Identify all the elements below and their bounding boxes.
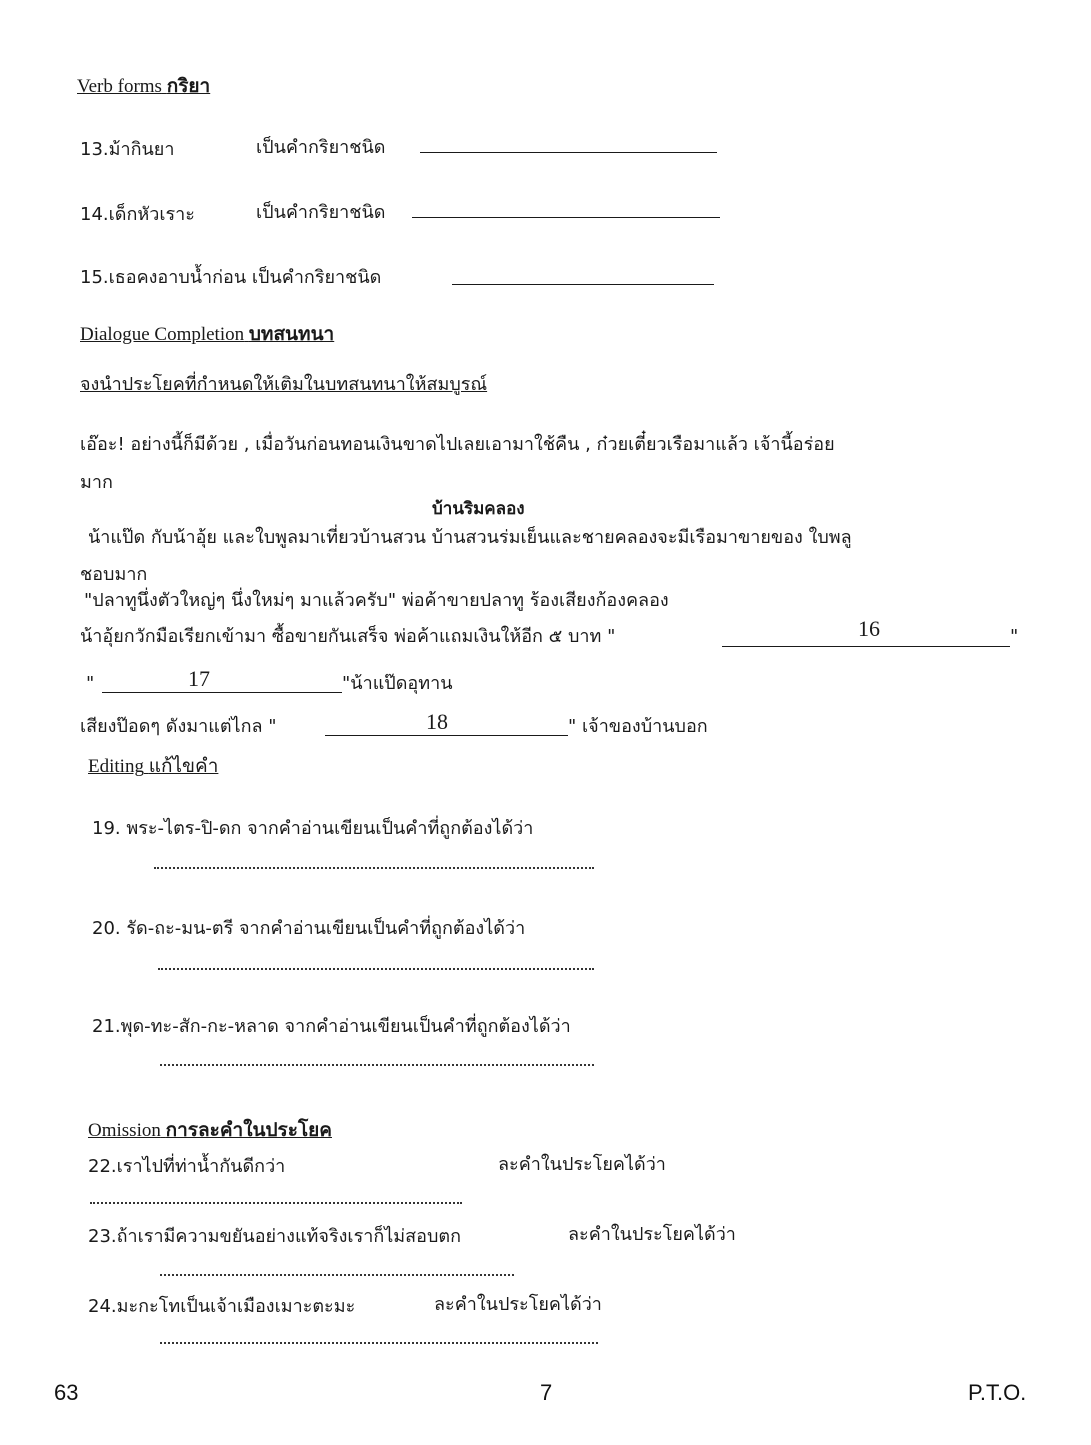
line-18-post: " เจ้าของบ้านบอก	[568, 716, 708, 737]
q14-prompt: เป็นคำกริยาชนิด	[256, 202, 386, 223]
blank-16-line	[722, 646, 1010, 647]
heading-en: Dialogue Completion	[80, 324, 245, 345]
q15-label: 15.เธอคงอาบน้ำก่อน เป็นคำกริยาชนิด	[80, 267, 382, 288]
blank-17-line	[102, 692, 342, 693]
q24-answer-dots	[160, 1342, 598, 1344]
footer-code: 63	[54, 1380, 79, 1405]
q13-label: 13.ม้ากินยา	[80, 139, 175, 160]
quote-close-16: "	[1010, 626, 1019, 647]
q23-answer-dots	[160, 1274, 514, 1276]
q22-prompt: ละคำในประโยคได้ว่า	[498, 1154, 666, 1175]
blank-18-line	[325, 735, 568, 736]
q20-text: 20. รัด-ถะ-มน-ตรี จากคำอ่านเขียนเป็นคำที่ถูกต้องได้ว่า	[92, 918, 526, 939]
q14-answer-line	[412, 217, 720, 218]
q13-answer-line	[420, 152, 717, 153]
q22-answer-dots	[90, 1202, 462, 1204]
section-heading-verb-forms	[77, 76, 210, 99]
q23-label: 23.ถ้าเรามีความขยันอย่างแท้จริงเราก็ไม่สอบตก	[88, 1226, 461, 1247]
section-heading-dialogue	[80, 324, 334, 347]
q19-answer-dots	[154, 867, 594, 869]
para2: "ปลาทูนึ่งตัวใหญ่ๆ นึ่งใหม่ๆ มาแล้วครับ" พ่อค้าขายปลาทู ร้องเสียงก้องคลอง	[84, 590, 669, 611]
blank-18-number: 18	[426, 709, 448, 734]
heading-en: Editing	[88, 756, 144, 777]
section-heading-omission	[88, 1120, 332, 1143]
heading-en: Omission	[88, 1120, 161, 1141]
blank-17-number: 17	[188, 666, 210, 691]
q14-label: 14.เด็กหัวเราะ	[80, 204, 195, 225]
q21-answer-dots	[160, 1064, 594, 1066]
choices-line-2: มาก	[80, 472, 113, 493]
q24-prompt: ละคำในประโยคได้ว่า	[434, 1294, 602, 1315]
dialogue-instruction: จงนำประโยคที่กำหนดให้เติมในบทสนทนาให้สมบูรณ์	[80, 374, 488, 395]
para1-line-1: น้าแป๊ด กับน้าอุ้ย และใบพูลมาเที่ยวบ้านสวน บ้านสวนร่มเย็นและชายคลองจะมีเรือมาขายของ ใบพลู	[88, 527, 852, 548]
blank-16-number: 16	[858, 616, 880, 641]
choices-line-1: เอ๊อะ! อย่างนี้ก็มีด้วย , เมื่อวันก่อนทอนเงินขาดไปเลยเอามาใช้คืน , ก๋วยเตี๋ยวเรือมาแล้ว เจ้านี้อร่อย	[80, 434, 835, 455]
quote-open-17: "	[86, 673, 95, 694]
q23-prompt: ละคำในประโยคได้ว่า	[568, 1224, 736, 1245]
q13-prompt: เป็นคำกริยาชนิด	[256, 137, 386, 158]
q15-answer-line	[452, 284, 714, 285]
line-18-pre: เสียงป๊อดๆ ดังมาแต่ไกล "	[80, 716, 277, 737]
q19-text: 19. พระ-ไตร-ปิ-ดก จากคำอ่านเขียนเป็นคำที่ถูกต้องได้ว่า	[92, 818, 534, 839]
heading-en: Verb forms	[77, 76, 162, 97]
after-17-text: "น้าแป๊ดอุทาน	[342, 673, 453, 694]
story-title: บ้านริมคลอง	[432, 499, 525, 519]
heading-th: บทสนทนา	[248, 324, 335, 345]
q24-label: 24.มะกะโทเป็นเจ้าเมืองเมาะตะมะ	[88, 1296, 356, 1317]
para1-line-2: ชอบมาก	[80, 564, 148, 585]
q22-label: 22.เราไปที่ท่าน้ำกันดีกว่า	[88, 1156, 286, 1177]
heading-th: แก้ไขคำ	[148, 756, 219, 777]
page-number: 7	[540, 1380, 553, 1405]
section-heading-editing	[88, 756, 218, 779]
para3: น้าอุ้ยกวักมือเรียกเข้ามา ซื้อขายกันเสร็จ พ่อค้าแถมเงินให้อีก ๕ บาท "	[80, 626, 616, 647]
q20-answer-dots	[158, 968, 594, 970]
heading-th: การละคำในประโยค	[165, 1120, 332, 1141]
q21-text: 21.พุด-ทะ-สัก-กะ-หลาด จากคำอ่านเขียนเป็นคำที่ถูกต้องได้ว่า	[92, 1016, 571, 1037]
heading-th: กริยา	[166, 76, 211, 97]
footer-pto: P.T.O.	[968, 1380, 1027, 1405]
